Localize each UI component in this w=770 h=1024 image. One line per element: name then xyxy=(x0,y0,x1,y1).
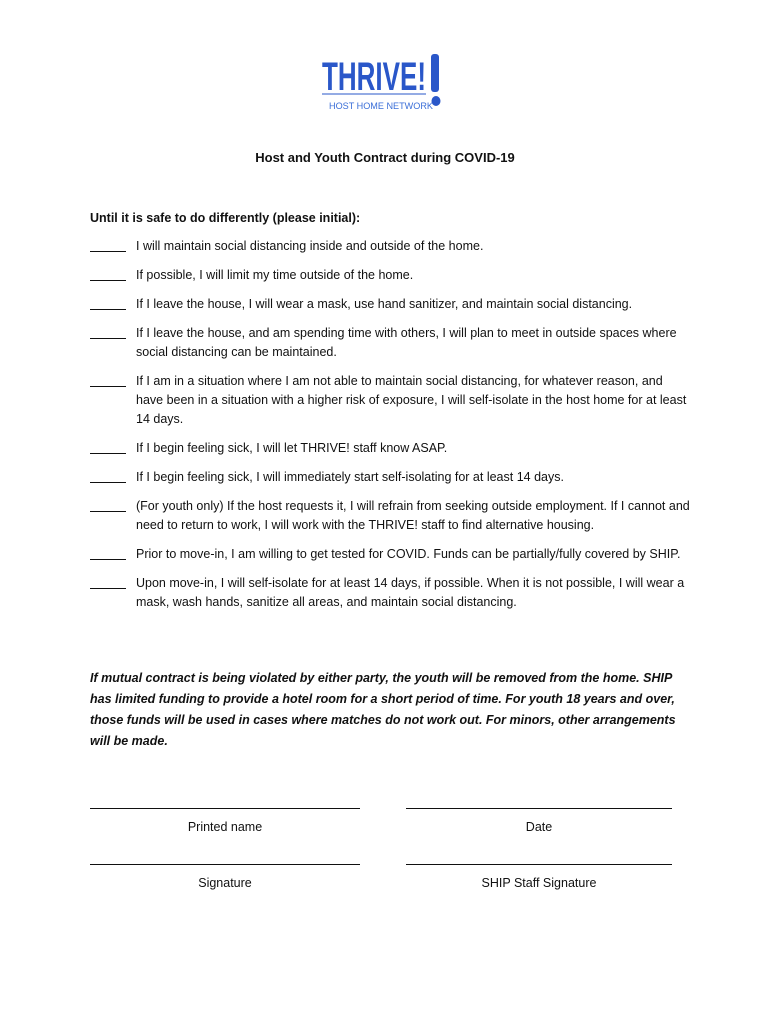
agreement-item xyxy=(90,439,690,458)
staff-signature-block xyxy=(406,864,672,891)
printed-name-line[interactable] xyxy=(90,808,360,809)
agreement-list xyxy=(90,237,690,622)
agreement-text: If I begin feeling sick, I will immediately start self-isolating for at least 14 days. xyxy=(136,470,564,484)
agreement-text: (For youth only) If the host requests it, I will refrain from seeking outside employment. If I cannot and need to return to work, I will work with the THRIVE! staff to find alternative housing. xyxy=(136,499,690,532)
agreement-text: I will maintain social distancing inside and outside of the home. xyxy=(136,239,484,253)
initial-blank[interactable] xyxy=(90,545,126,564)
document-title: Host and Youth Contract during COVID-19 xyxy=(255,150,515,165)
signature-block xyxy=(90,864,360,891)
initial-blank[interactable] xyxy=(90,295,126,314)
agreement-text: If I begin feeling sick, I will let THRIVE! staff know ASAP. xyxy=(136,441,448,455)
printed-name-block xyxy=(90,808,360,835)
staff-signature-label: SHIP Staff Signature xyxy=(481,876,597,890)
agreement-text: If I leave the house, I will wear a mask, use hand sanitizer, and maintain social distancing. xyxy=(136,297,633,311)
agreement-text: If possible, I will limit my time outside of the home. xyxy=(136,268,414,282)
initial-blank[interactable] xyxy=(90,266,126,285)
intro-text: Until it is safe to do differently (please initial): xyxy=(90,211,361,225)
thrive-logo xyxy=(300,48,470,120)
initial-blank[interactable] xyxy=(90,439,126,458)
initial-blank[interactable] xyxy=(90,574,126,593)
date-label: Date xyxy=(525,820,553,834)
violation-notice: If mutual contract is being violated by either party, the youth will be removed from the home. SHIP has limited funding to provide a hotel room for a short period of time. For youth 18 years and over, those funds will be used in cases where matches do not work out. For minors, other arrangements will be made. xyxy=(90,671,676,748)
staff-signature-line[interactable] xyxy=(406,864,672,865)
agreement-item xyxy=(90,266,690,285)
printed-name-label: Printed name xyxy=(187,820,263,834)
signature-label: Signature xyxy=(198,876,252,890)
initial-blank[interactable] xyxy=(90,237,126,256)
thrive-logo-graphic xyxy=(300,48,470,120)
agreement-item xyxy=(90,295,690,314)
initial-blank[interactable] xyxy=(90,324,126,343)
agreement-item xyxy=(90,324,690,362)
agreement-text: If I am in a situation where I am not able to maintain social distancing, for whatever reason, and have been in a situation with a higher risk of exposure, I will self-isolate in the host home for at least 14 days. xyxy=(136,374,687,426)
agreement-item xyxy=(90,237,690,256)
initial-blank[interactable] xyxy=(90,468,126,487)
agreement-item xyxy=(90,497,690,535)
date-block xyxy=(406,808,672,835)
agreement-item xyxy=(90,545,690,564)
logo-exclamation-bar xyxy=(431,54,439,92)
initial-blank[interactable] xyxy=(90,372,126,391)
agreement-text: Prior to move-in, I am willing to get tested for COVID. Funds can be partially/fully covered by SHIP. xyxy=(136,547,681,561)
agreement-text: Upon move-in, I will self-isolate for at least 14 days, if possible. When it is not possible, I will wear a mask, wash hands, sanitize all areas, and maintain social distancing. xyxy=(136,576,685,609)
logo-wordmark: THRIVE! xyxy=(322,55,426,99)
initial-blank[interactable] xyxy=(90,497,126,516)
signature-line[interactable] xyxy=(90,864,360,865)
agreement-text: If I leave the house, and am spending time with others, I will plan to meet in outside spaces where social distancing can be maintained. xyxy=(136,326,677,359)
agreement-item xyxy=(90,468,690,487)
agreement-item xyxy=(90,372,690,429)
agreement-item xyxy=(90,574,690,612)
date-line[interactable] xyxy=(406,808,672,809)
logo-tagline: HOST HOME NETWORK xyxy=(329,101,434,112)
